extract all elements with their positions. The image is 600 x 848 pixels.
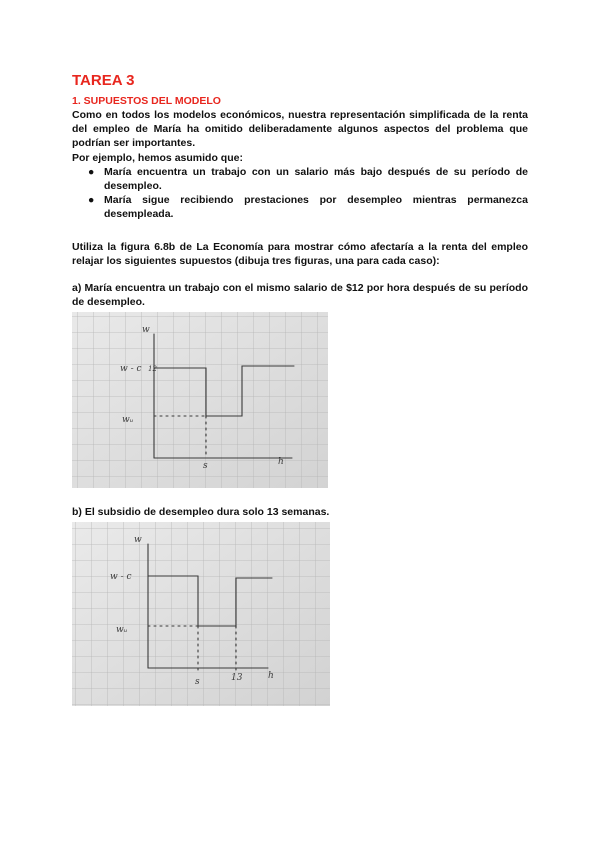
page-title: TAREA 3 xyxy=(72,72,135,89)
assumption-text: María encuentra un trabajo con un salario más bajo después de su período de desempleo. xyxy=(104,165,528,193)
case-a-sketch-photo xyxy=(72,312,328,488)
tick-2-label: 13 xyxy=(231,673,243,683)
tick-1-label: s xyxy=(195,677,200,687)
y-axis-label: w xyxy=(142,325,150,335)
tick-label: s xyxy=(203,461,208,471)
case-a-text: a) María encuentra un trabajo con el mismo salario de $12 por hora después de su período de desempleo. xyxy=(72,282,528,309)
upper-level-label: w - c xyxy=(110,572,132,582)
lower-level-label: wᵤ xyxy=(116,625,128,635)
case-a-sketch xyxy=(72,312,328,488)
case-b-sketch-photo xyxy=(72,522,330,706)
intro-paragraph: Como en todos los modelos económicos, nuestra representación simplificada de la renta del empleo de María ha omitido deliberadamente algunos aspectos del problema que podrían ser importantes. xyxy=(72,109,528,150)
case-b-text: b) El subsidio de desempleo dura solo 13 semanas. xyxy=(72,506,330,518)
instruction-paragraph: Utiliza la figura 6.8b de La Economía para mostrar cómo afectaría a la renta del empleo relajar los siguientes supuestos (dibuja tres figuras, una para cada caso): xyxy=(72,240,528,267)
example-lead: Por ejemplo, hemos asumido que: xyxy=(72,151,243,164)
assumption-text: María sigue recibiendo prestaciones por desempleo mientras permanezca desempleada. xyxy=(104,194,528,221)
y-axis-label: w xyxy=(134,535,142,545)
list-item: ● María sigue recibiendo prestaciones por desempleo mientras permanezca desempleada. xyxy=(88,194,528,221)
x-axis-label: h xyxy=(278,457,284,467)
lower-level-label: wᵤ xyxy=(122,415,134,425)
document-body xyxy=(72,72,528,309)
assumption-list xyxy=(72,165,528,222)
section-heading: 1. SUPUESTOS DEL MODELO xyxy=(72,95,221,107)
upper-level-label: w - c xyxy=(120,364,142,374)
case-b-sketch xyxy=(72,522,330,706)
x-axis-label: h xyxy=(268,671,274,681)
upper-value-label: 12 xyxy=(148,365,157,373)
list-item: ● María encuentra un trabajo con un salario más bajo después de su período de desempleo. xyxy=(88,165,528,193)
